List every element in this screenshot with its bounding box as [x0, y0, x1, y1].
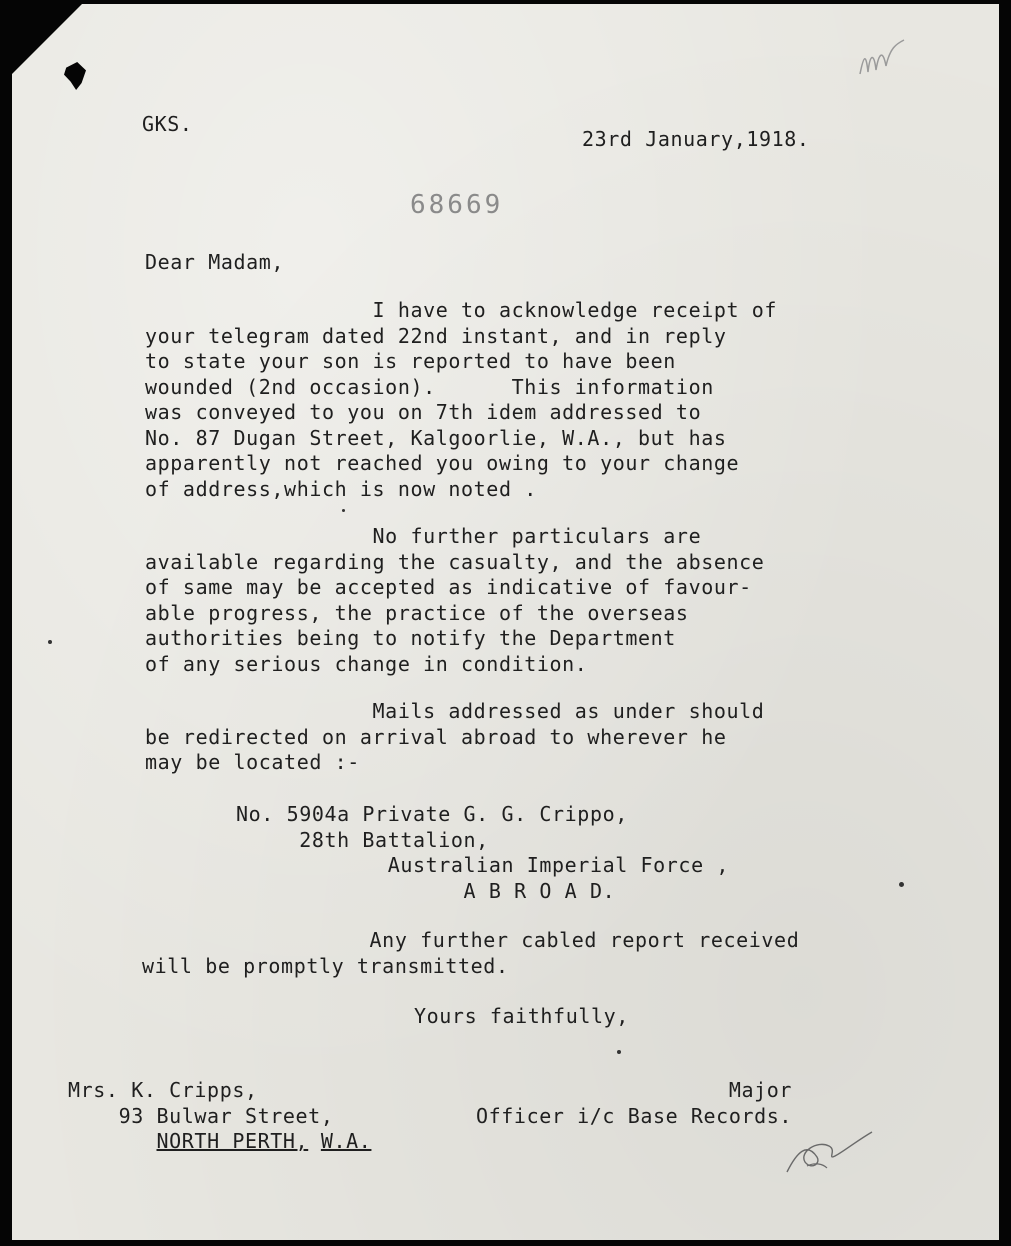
- paper-speck: [48, 640, 52, 644]
- pencil-initials-mark: [852, 34, 912, 94]
- paragraph-particulars: No further particulars are available regarding the casualty, and the absence of same may be accepted as indicative of favour- able progress, the practice of the overseas authorities being to notify the Department of any serious change in condition.: [145, 524, 765, 676]
- soldier-address-line3: Australian Imperial Force ,: [236, 853, 729, 877]
- addressee-block: [68, 1078, 371, 1155]
- paragraph-further-reports: Any further cabled report received will be promptly transmitted.: [142, 928, 800, 978]
- signoff-block: [476, 1078, 792, 1129]
- signoff-rank: Major: [728, 1078, 793, 1102]
- letter-date: 23rd January,1918.: [582, 127, 810, 151]
- addressee-city: NORTH PERTH,: [156, 1129, 309, 1153]
- letter-page: [12, 4, 999, 1240]
- addressee-state: W.A.: [320, 1129, 372, 1153]
- salutation: Dear Madam,: [145, 250, 285, 274]
- paragraph-acknowledgement: I have to acknowledge receipt of your telegram dated 22nd instant, and in reply to state your son is reported to have been wounded (2nd occasion). This information was conveyed to you on 7th idem addressed to No. 87 Dugan Street, Kalgoorlie, W.A., but has apparently not reached you owing to your change of address,which is now noted .: [145, 298, 778, 501]
- addressee-name: Mrs. K. Cripps,: [68, 1078, 258, 1102]
- soldier-address-block: [236, 802, 729, 904]
- paper-speck: [342, 509, 345, 512]
- closing: Yours faithfully,: [414, 1004, 629, 1028]
- paper-speck: [899, 882, 904, 887]
- addressee-city-indent: [68, 1129, 157, 1153]
- soldier-address-line1: No. 5904a Private G. G. Crippo,: [236, 802, 628, 826]
- paragraph-mail-instructions: Mails addressed as under should be redirected on arrival abroad to wherever he may be located :-: [145, 699, 765, 774]
- reference-initials: GKS.: [142, 112, 193, 136]
- soldier-address-line4: A B R O A D.: [236, 878, 616, 903]
- file-number-stamp: 68669: [410, 190, 504, 220]
- soldier-address-line2: 28th Battalion,: [236, 827, 489, 852]
- addressee-street: 93 Bulwar Street,: [68, 1103, 334, 1128]
- paper-speck: [617, 1050, 621, 1054]
- signoff-title: Officer i/c Base Records.: [476, 1103, 793, 1128]
- signature-scribble: [777, 1122, 877, 1182]
- torn-corner: [12, 4, 82, 74]
